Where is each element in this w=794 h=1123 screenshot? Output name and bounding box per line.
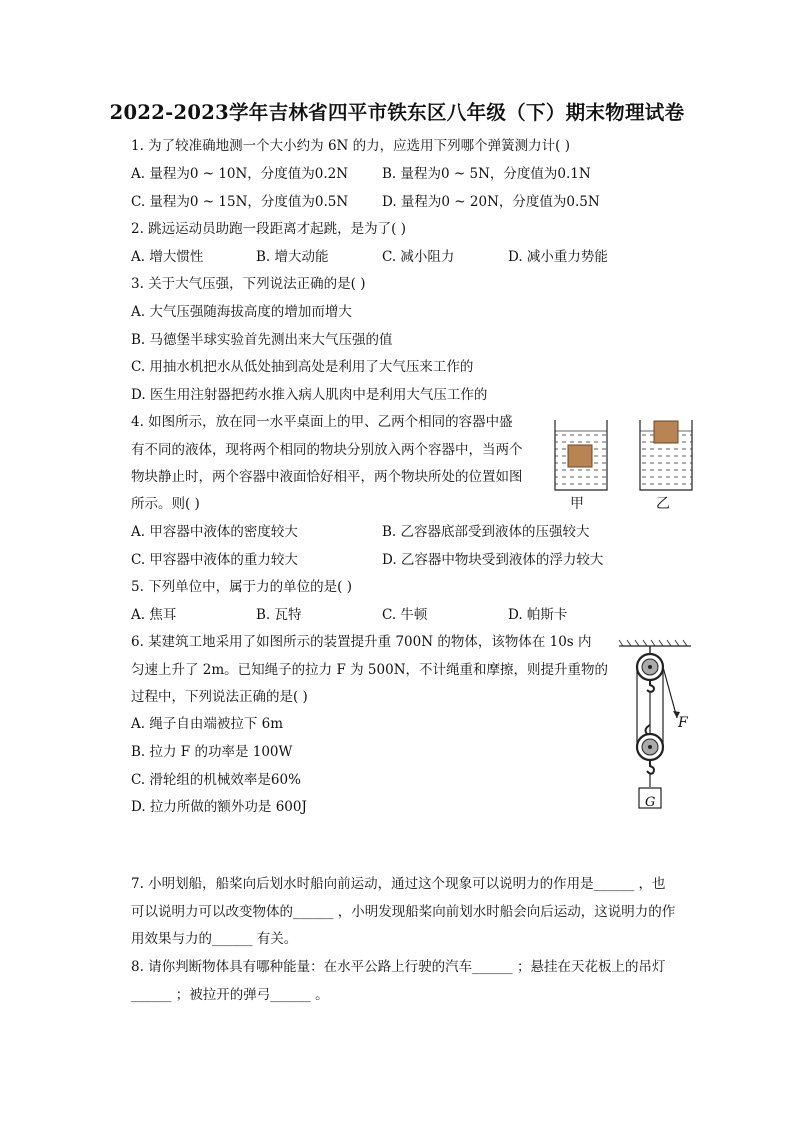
- q7-stem-line2: 可以说明力可以改变物体的______ ，小明发现船桨向前划水时船会向后运动，这说明力的作: [131, 904, 676, 920]
- q6-figure-force-label: F: [678, 715, 688, 731]
- q8-stem-line1: 8. 请你判断物体具有哪种能量：在水平公路上行驶的汽车______ ；悬挂在天花板上的吊灯: [131, 959, 666, 975]
- q4-stem-line1: 4. 如图所示，放在同一水平桌面上的甲、乙两个相同的容器中盛: [131, 414, 513, 430]
- q4-stem-line4: 所示。则( ): [131, 496, 200, 512]
- q6-option-d: D. 拉力所做的额外功是 600J: [131, 799, 307, 815]
- ceiling: [619, 640, 691, 646]
- q4-stem-line2: 有不同的液体，现将两个相同的物块分别放入两个容器中，当两个: [131, 442, 523, 458]
- q4-option-a: A. 甲容器中液体的密度较大: [131, 524, 298, 540]
- q5-option-b: B. 瓦特: [256, 607, 302, 623]
- q4-stem-line3: 物块静止时，两个容器中液面恰好相平，两个物块所处的位置如图: [131, 469, 523, 485]
- q6-option-c: C. 滑轮组的机械效率是60%: [131, 772, 301, 788]
- q4-figure-label-yi: 乙: [656, 496, 670, 512]
- q6-stem-line1: 6. 某建筑工地采用了如图所示的装置提升重 700N 的物体，该物体在 10s 内: [131, 634, 592, 650]
- page-title: 2022-2023学年吉林省四平市铁东区八年级（下）期末物理试卷: [109, 101, 685, 124]
- q6-stem-line3: 过程中，下列说法正确的是( ): [131, 689, 308, 705]
- q1-option-c: C. 量程为0 ~ 15N，分度值为0.5N: [131, 194, 349, 210]
- q4-option-c: C. 甲容器中液体的重力较大: [131, 552, 298, 568]
- q2-option-c: C. 减小阻力: [382, 249, 455, 265]
- q3-option-d: D. 医生用注射器把药水推入病人肌肉中是利用大气压工作的: [131, 387, 488, 403]
- q4-figure-label-jia: 甲: [570, 496, 584, 512]
- q3-option-b: B. 马德堡半球实验首先测出来大气压强的值: [131, 332, 393, 348]
- q2-option-b: B. 增大动能: [256, 249, 329, 265]
- container-jia: [555, 420, 607, 490]
- q4-option-b: B. 乙容器底部受到液体的压强较大: [382, 524, 590, 540]
- container-yi: [640, 420, 692, 490]
- q7-stem-line1: 7. 小明划船，船桨向后划水时船向前运动，通过这个现象可以说明力的作用是______ ，也: [131, 876, 666, 892]
- block-jia: [568, 445, 592, 467]
- q7-stem-line3: 用效果与力的______ 有关。: [131, 931, 298, 947]
- q8-stem-line2: ______ ；被拉开的弹弓______ 。: [131, 987, 329, 1003]
- q1-option-d: D. 量程为0 ~ 20N，分度值为0.5N: [382, 194, 600, 210]
- q3-option-a: A. 大气压强随海拔高度的增加而增大: [131, 304, 352, 320]
- q6-figure-weight-label: G: [645, 795, 656, 810]
- q2-stem: 2. 跳远运动员助跑一段距离才起跳，是为了( ): [131, 221, 406, 237]
- block-yi: [654, 421, 678, 443]
- q6-option-b: B. 拉力 F 的功率是 100W: [131, 744, 293, 760]
- q4-option-d: D. 乙容器中物块受到液体的浮力较大: [382, 552, 604, 568]
- q1-option-b: B. 量程为0 ~ 5N，分度值为0.1N: [382, 166, 591, 182]
- q2-option-d: D. 减小重力势能: [508, 249, 608, 265]
- q3-stem: 3. 关于大气压强，下列说法正确的是( ): [131, 276, 366, 292]
- q5-option-c: C. 牛顿: [382, 607, 428, 623]
- q5-option-a: A. 焦耳: [131, 607, 177, 623]
- fixed-pulley: [637, 654, 663, 680]
- q1-option-a: A. 量程为0 ~ 10N，分度值为0.2N: [131, 166, 349, 182]
- q5-stem: 5. 下列单位中，属于力的单位的是( ): [131, 579, 352, 595]
- q3-option-c: C. 用抽水机把水从低处抽到高处是利用了大气压来工作的: [131, 359, 474, 375]
- q6-stem-line2: 匀速上升了 2m。已知绳子的拉力 F 为 500N，不计绳重和摩擦，则提升重物的: [131, 662, 609, 678]
- q2-option-a: A. 增大惯性: [131, 249, 204, 265]
- q5-option-d: D. 帕斯卡: [508, 607, 568, 623]
- q6-option-a: A. 绳子自由端被拉下 6m: [131, 716, 284, 732]
- q1-stem: 1. 为了较准确地测一个大小约为 6N 的力，应选用下列哪个弹簧测力计( ): [131, 138, 570, 154]
- movable-pulley: [637, 734, 663, 760]
